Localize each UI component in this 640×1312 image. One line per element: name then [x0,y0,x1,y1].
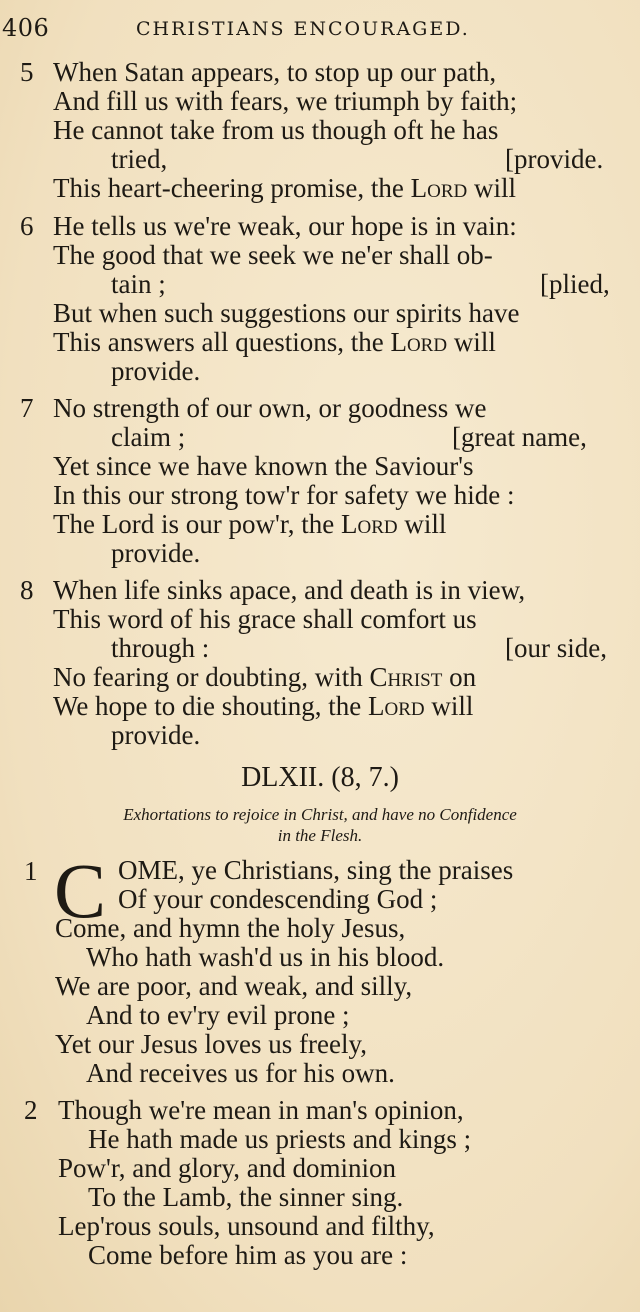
line-text: will [424,691,474,721]
stanza-line: He hath made us priests and kings ; [88,1124,472,1154]
verse-number: 6 [20,211,34,241]
verse-line: But when such suggestions our spirits have [53,298,520,328]
verse-number: 5 [20,57,34,87]
stanza-line: Though we're mean in man's opinion, [58,1095,464,1125]
verse-line: He tells us we're weak, our hope is in vain: [53,211,517,241]
drop-cap: C [54,847,107,934]
verse-line [53,692,473,721]
verse-line: When Satan appears, to stop up our path, [53,57,497,87]
verse-line: The good that we seek we ne'er shall ob- [53,240,493,270]
verse-line: provide. [111,720,201,750]
small-caps-word: Christ [369,662,443,692]
page-header [0,14,640,44]
verse-line: When life sinks apace, and death is in view, [53,575,526,605]
verse-line [53,174,516,203]
hymn-meter: (8, 7.) [331,762,399,793]
verse-line [53,510,446,539]
stanza-line: And to ev'ry evil prone ; [86,1000,350,1030]
stanza-line: Yet our Jesus loves us freely, [55,1029,367,1059]
verse-number: 7 [20,393,34,423]
stanza-line: Who hath wash'd us in his blood. [86,942,445,972]
verse-line-catchword: [plied, [540,269,610,299]
verse-line: Yet since we have known the Saviour's [53,451,474,481]
stanza-line: To the Lamb, the sinner sing. [88,1182,404,1212]
stanza-line: Lep'rous souls, unsound and filthy, [58,1211,435,1241]
line-text: will [467,173,516,203]
line-text: will [447,327,496,357]
stanza-line: Come before him as you are : [88,1240,408,1270]
verse-line: No strength of our own, or goodness we [53,393,487,423]
stanza-line: And receives us for his own. [86,1058,395,1088]
small-caps-word: Lord [390,327,448,357]
stanza-number: 1 [24,856,38,886]
line-text: This heart-cheering promise, the [53,173,411,203]
line-text: will [397,509,447,539]
line-text: This answers all questions, the [53,327,391,357]
verse-number: 8 [20,575,34,605]
line-text: The Lord is our pow'r, the [53,509,341,539]
verse-line: In this our strong tow'r for safety we hide : [53,480,515,510]
line-text: We hope to die shouting, the [53,691,369,721]
verse-line [53,663,476,692]
hymn-subtitle: in the Flesh. [277,826,363,845]
verse-line: He cannot take from us though oft he has [53,115,499,145]
verse-line: through : [111,633,210,663]
stanza-line: We are poor, and weak, and silly, [55,971,413,1001]
verse-line-catchword: [provide. [505,144,604,174]
small-caps-word: Lord [340,509,398,539]
small-caps-word: Lord [368,691,425,721]
verse-line-catchword: [great name, [452,422,587,452]
verse-line-catchword: [our side, [505,633,607,663]
hymn-number: DLXII. [241,762,325,793]
stanza-line: Of your condescending God ; [118,884,438,914]
hymn-subtitle: Exhortations to rejoice in Christ, and have no Confidence [123,805,517,824]
stanza-line: OME, ye Christians, sing the praises [118,855,514,885]
line-text: on [442,662,477,692]
running-head: CHRISTIANS ENCOURAGED. [136,18,470,40]
page-number: 406 [2,14,50,42]
verse-line: This word of his grace shall comfort us [53,604,477,634]
verse-line: tain ; [111,269,166,299]
verse-line: tried, [111,144,168,174]
stanza-line: Come, and hymn the holy Jesus, [55,913,406,943]
verse-line: provide. [111,538,201,568]
stanza-line: Pow'r, and glory, and dominion [58,1153,397,1183]
hymn-title [0,762,640,794]
verse-line: And fill us with fears, we triumph by faith; [53,86,518,116]
line-text: No fearing or doubting, with [53,662,370,692]
stanza-number: 2 [24,1095,38,1125]
small-caps-word: Lord [410,173,468,203]
verse-line: provide. [111,356,201,386]
verse-line [53,328,496,357]
verse-line: claim ; [111,422,186,452]
